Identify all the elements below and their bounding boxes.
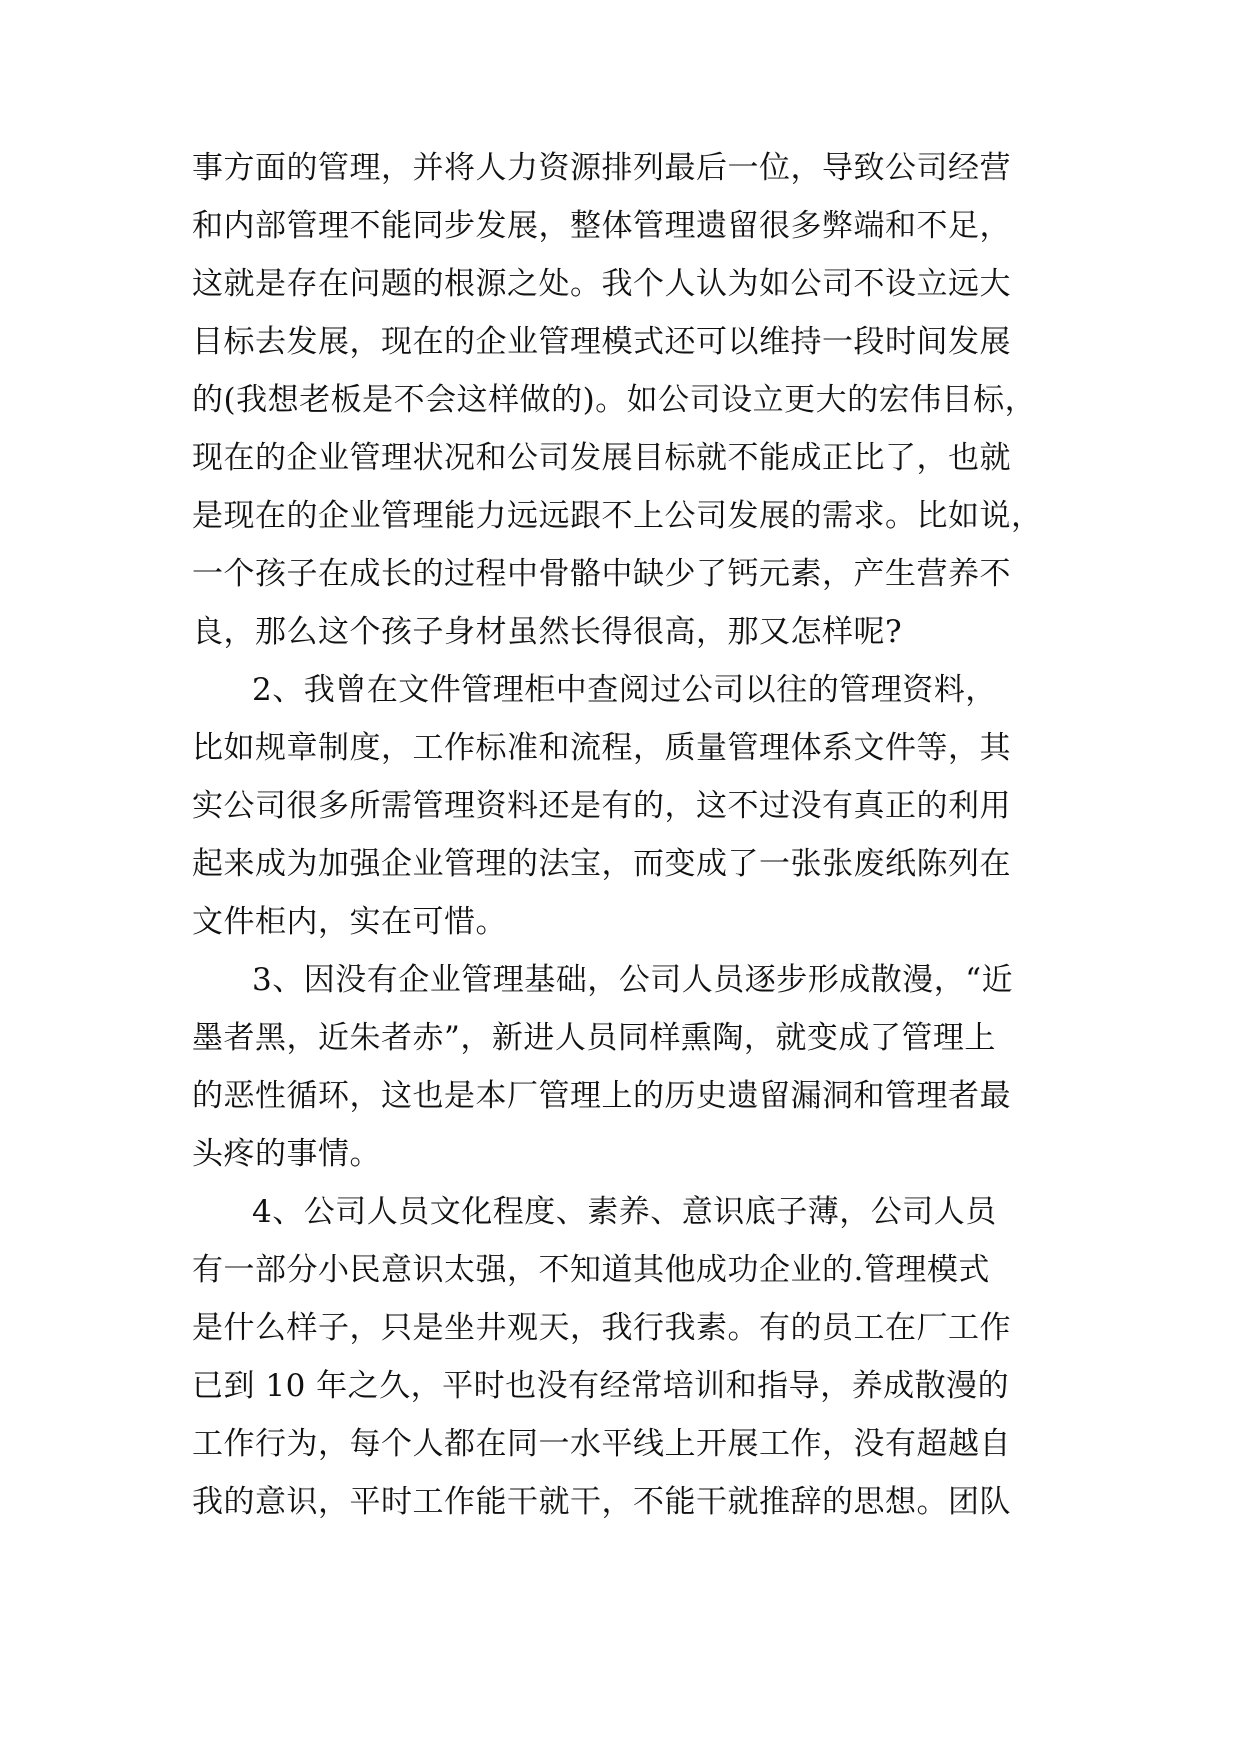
text-line: 是现在的企业管理能力远远跟不上公司发展的需求。比如说， [192, 498, 1043, 534]
text-line: 文件柜内，实在可惜。 [192, 904, 507, 940]
text-line: 的恶性循环，这也是本厂管理上的历史遗留漏洞和管理者最 [192, 1078, 1011, 1114]
text-line: 现在的企业管理状况和公司发展目标就不能成正比了，也就 [192, 440, 1011, 476]
text-line: 事方面的管理，并将人力资源排列最后一位，导致公司经营 [192, 150, 1011, 186]
text-line: 一个孩子在成长的过程中骨骼中缺少了钙元素，产生营养不 [192, 556, 1011, 592]
text-line: 我的意识，平时工作能干就干，不能干就推辞的思想。团队 [192, 1484, 1011, 1520]
text-line: 已到 10 年之久，平时也没有经常培训和指导，养成散漫的 [192, 1368, 1010, 1404]
text-line: 起来成为加强企业管理的法宝，而变成了一张张废纸陈列在 [192, 846, 1011, 882]
text-line: 的(我想老板是不会这样做的)。如公司设立更大的宏伟目标， [192, 382, 1037, 418]
text-line: 这就是存在问题的根源之处。我个人认为如公司不设立远大 [192, 266, 1011, 302]
text-line: 头疼的事情。 [192, 1136, 381, 1172]
text-line: 有一部分小民意识太强，不知道其他成功企业的.管理模式 [192, 1252, 990, 1288]
text-line: 是什么样子，只是坐井观天，我行我素。有的员工在厂工作 [192, 1310, 1011, 1346]
paragraph-first-line: 2、我曾在文件管理柜中查阅过公司以往的管理资料， [252, 672, 997, 708]
text-line: 墨者黑，近朱者赤”，新进人员同样熏陶，就变成了管理上 [192, 1020, 996, 1056]
text-line: 良，那么这个孩子身材虽然长得很高，那又怎样呢? [192, 614, 903, 650]
paragraph-first-line: 3、因没有企业管理基础，公司人员逐步形成散漫，“近 [252, 962, 1014, 998]
text-line: 和内部管理不能同步发展，整体管理遗留很多弊端和不足， [192, 208, 1011, 244]
text-line: 比如规章制度，工作标准和流程，质量管理体系文件等，其 [192, 730, 1011, 766]
paragraph-first-line: 4、公司人员文化程度、素养、意识底子薄，公司人员 [252, 1194, 997, 1230]
text-line: 目标去发展，现在的企业管理模式还可以维持一段时间发展 [192, 324, 1011, 360]
text-line: 实公司很多所需管理资料还是有的，这不过没有真正的利用 [192, 788, 1011, 824]
text-line: 工作行为，每个人都在同一水平线上开展工作，没有超越自 [192, 1426, 1011, 1462]
